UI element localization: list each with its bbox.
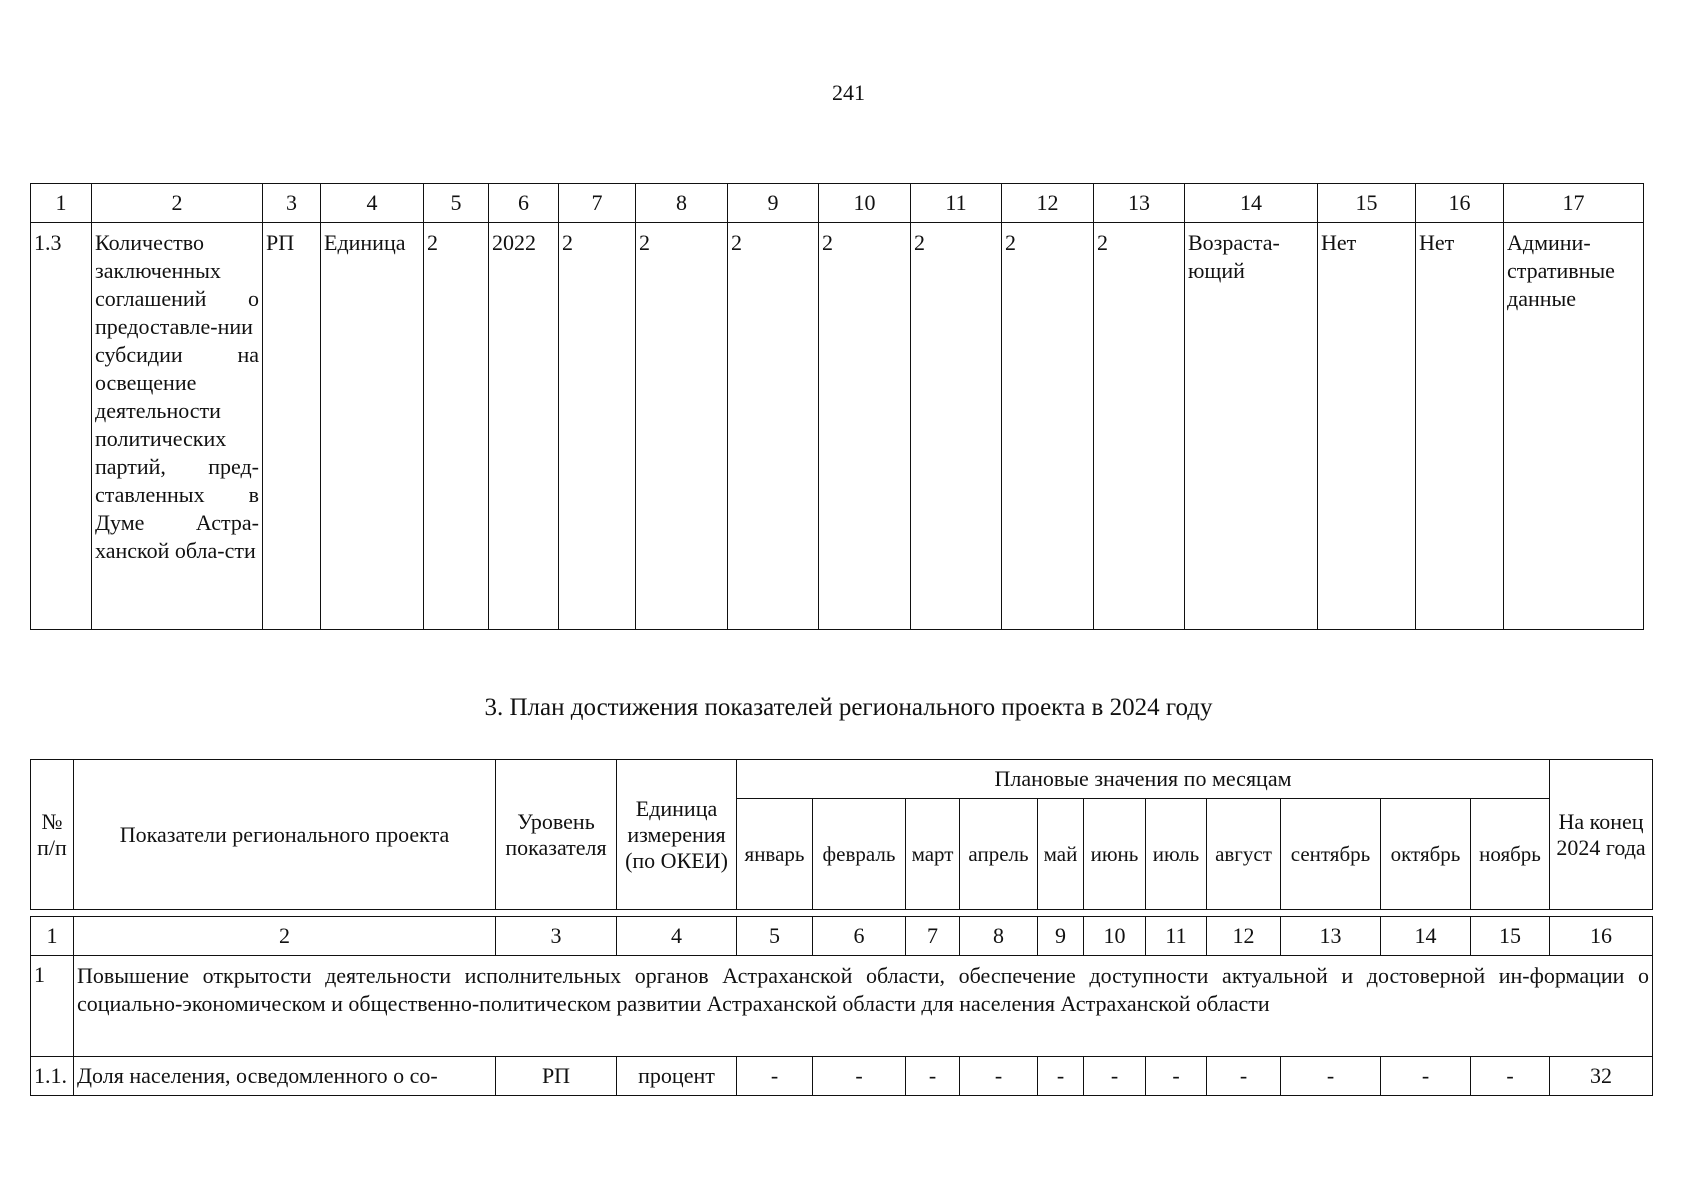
col-num: 6 (489, 184, 559, 223)
col-num: 4 (617, 917, 737, 956)
col-num: 11 (1146, 917, 1207, 956)
col-num: 3 (263, 184, 321, 223)
header-row (31, 760, 1653, 799)
header-level: Уровень показателя (496, 760, 617, 910)
indicator-name: Количество заключенных соглашений о предоставле-нии субсидии на освещение деятельности политических партий, пред-ставленных в Думе Астра-ханской обла-сти (92, 223, 263, 630)
header-name: Показатели регионального проекта (74, 760, 496, 910)
col-num: 16 (1416, 184, 1504, 223)
col-num: 12 (1002, 184, 1094, 223)
col-num: 13 (1281, 917, 1381, 956)
month-value: - (960, 1057, 1038, 1096)
col-num: 17 (1504, 184, 1644, 223)
col-num: 10 (1084, 917, 1146, 956)
month-value: - (906, 1057, 960, 1096)
month-value: - (1038, 1057, 1084, 1096)
col-num: 5 (424, 184, 489, 223)
col-num: 2 (74, 917, 496, 956)
month-value: - (1207, 1057, 1281, 1096)
cell-value: 2 (911, 223, 1002, 630)
cell-value: Нет (1416, 223, 1504, 630)
column-number-row (31, 184, 1644, 223)
section-title: 3. План достижения показателей регионального проекта в 2024 году (484, 694, 1213, 721)
col-num: 1 (31, 917, 74, 956)
row-number: 1.1. (31, 1057, 74, 1096)
col-num: 11 (911, 184, 1002, 223)
month-header: март (906, 799, 960, 910)
col-num: 2 (92, 184, 263, 223)
goal-row (31, 956, 1653, 1057)
cell-value: 2 (424, 223, 489, 630)
col-num: 6 (813, 917, 906, 956)
month-header: август (1207, 799, 1281, 910)
col-num: 9 (728, 184, 819, 223)
header-unit: Единица измерения (по ОКЕИ) (617, 760, 737, 910)
month-value: - (813, 1057, 906, 1096)
col-num: 3 (496, 917, 617, 956)
indicator-level: РП (496, 1057, 617, 1096)
month-header: январь (737, 799, 813, 910)
goal-text: Повышение открытости деятельности исполнительных органов Астраханской области, обеспечение доступности актуальной и достоверной ин-формации о социально-экономическом и общественно-политическом развитии Астраханской области для населения Астраханской области (74, 956, 1653, 1057)
month-value: - (1381, 1057, 1471, 1096)
cell-value: Возраста-ющий (1185, 223, 1318, 630)
cell-value: 2 (559, 223, 636, 630)
indicator-name: Доля населения, осведомленного о со- (74, 1057, 496, 1096)
indicator-unit: Единица (321, 223, 424, 630)
month-header: июнь (1084, 799, 1146, 910)
month-value: - (737, 1057, 813, 1096)
month-value: - (1146, 1057, 1207, 1096)
cell-value: 2 (1002, 223, 1094, 630)
month-header: октябрь (1381, 799, 1471, 910)
col-num: 13 (1094, 184, 1185, 223)
header-num: № п/п (31, 760, 74, 910)
page-number: 241 (832, 80, 865, 105)
col-num: 1 (31, 184, 92, 223)
indicators-table-continued (30, 183, 1644, 630)
cell-value: Нет (1318, 223, 1416, 630)
col-num: 9 (1038, 917, 1084, 956)
plan-table (30, 759, 1653, 1096)
table-row (31, 1057, 1653, 1096)
cell-value: 2 (728, 223, 819, 630)
goal-number: 1 (31, 956, 74, 1057)
col-num: 7 (559, 184, 636, 223)
month-header: февраль (813, 799, 906, 910)
col-num: 7 (906, 917, 960, 956)
col-num: 15 (1318, 184, 1416, 223)
month-header: июль (1146, 799, 1207, 910)
cell-value: 2 (636, 223, 728, 630)
spacer (31, 910, 1653, 917)
col-num: 5 (737, 917, 813, 956)
cell-value: Админи-стративные данные (1504, 223, 1644, 630)
indicator-unit: процент (617, 1057, 737, 1096)
cell-value: 2022 (489, 223, 559, 630)
table-row (31, 223, 1644, 630)
column-number-row (31, 917, 1653, 956)
month-header: сентябрь (1281, 799, 1381, 910)
indicator-level: РП (263, 223, 321, 630)
spacer-row (31, 910, 1653, 917)
col-num: 8 (636, 184, 728, 223)
row-number: 1.3 (31, 223, 92, 630)
cell-value: 2 (1094, 223, 1185, 630)
col-num: 14 (1185, 184, 1318, 223)
month-value: - (1471, 1057, 1550, 1096)
end-of-year-value: 32 (1550, 1057, 1653, 1096)
col-num: 8 (960, 917, 1038, 956)
col-num: 16 (1550, 917, 1653, 956)
col-num: 4 (321, 184, 424, 223)
col-num: 15 (1471, 917, 1550, 956)
header-end-of-year: На конец 2024 года (1550, 760, 1653, 910)
month-value: - (1281, 1057, 1381, 1096)
month-header: ноябрь (1471, 799, 1550, 910)
col-num: 12 (1207, 917, 1281, 956)
month-header: май (1038, 799, 1084, 910)
month-value: - (1084, 1057, 1146, 1096)
cell-value: 2 (819, 223, 911, 630)
col-num: 10 (819, 184, 911, 223)
header-months-group: Плановые значения по месяцам (737, 760, 1550, 799)
month-header: апрель (960, 799, 1038, 910)
col-num: 14 (1381, 917, 1471, 956)
